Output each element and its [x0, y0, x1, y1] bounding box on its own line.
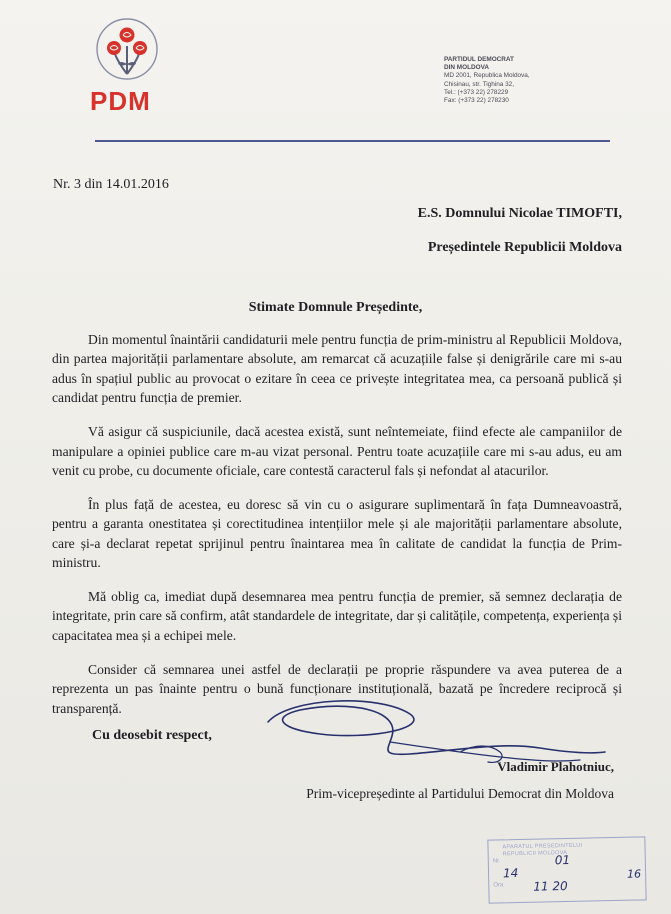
stamp-label-ora: Ora [493, 882, 504, 889]
party-name-line2: DIN MOLDOVA [444, 64, 489, 72]
pdm-logo [88, 16, 174, 116]
salutation: Stimate Domnule Președinte, [248, 300, 423, 315]
reference-number: Nr. 3 din 14.01.2016 [53, 177, 169, 192]
stamp-organization [502, 843, 582, 858]
party-fax: Fax: (+373 22) 278230 [444, 97, 509, 105]
logo-text: PDM [90, 86, 151, 116]
paragraph: În plus față de acestea, eu doresc să vin cu o asigurare suplimentară în fața Dumneavoastră, pentru a garanta onestitatea și corectitudinea intențiilor mele și ale majorității parlamentare absolute, care și-a declarat repetat sprijinul pentru înaintarea mea în calitate de candidat la funcția de Prim-ministru. [52, 496, 622, 571]
addressee-title: Președintele Republicii Moldova [427, 240, 622, 255]
paragraph: Consider că semnarea unei astfel de declarații pe proprie răspundere va avea puterea de a reprezenta un pas înainte pentru o bună funcționare instituțională, bazată pe încredere reciprocă și transparență. [52, 661, 622, 716]
letter-body [52, 330, 622, 732]
party-address-line1: MD 2001, Republica Moldova, [444, 72, 530, 80]
paragraph: Mă oblig ca, imediat după desemnarea mea pentru funcția de premier, să semnez declarația de integritate, prin care să confirm, atât standardele de integritate, dar și calitățile, competența, experiența și capacitatea mea și a echipei mele. [52, 588, 622, 643]
stamp-handwritten-time: 11 20 [533, 878, 568, 894]
paragraph: Din momentul înaintării candidaturii mele pentru funcția de prim-ministru al Republicii Moldova, din partea majorității parlamentare absolute, am remarcat că acuzațiile false și denigrările care mi s-au adus în spațiul public au provocat o ezitare în ceea ce privește integritatea mea, ca persoană publică și candidat pentru funcția de premier. [52, 332, 622, 406]
header-divider [95, 140, 610, 142]
party-contact-block [444, 56, 584, 105]
signer-name: Vladimir Plahotniuc, [497, 759, 614, 774]
addressee-name: E.S. Domnului Nicolae TIMOFTI, [417, 206, 622, 221]
stamp-handwritten-year: 16 [626, 867, 642, 881]
party-phone: Tel.: (+373 22) 278229 [444, 88, 509, 96]
party-name-line1: PARTIDUL DEMOCRAT [444, 56, 514, 63]
stamp-org-line1: APARATUL PREȘEDINTELUI [502, 842, 583, 851]
closing-phrase: Cu deosebit respect, [92, 728, 212, 743]
registration-stamp [487, 836, 646, 903]
signer-title: Prim-vicepreședinte al Partidului Democrat din Moldova [306, 786, 614, 801]
stamp-handwritten-day: 14 [502, 866, 519, 881]
stamp-org-line2: REPUBLICII MOLDOVA [502, 849, 568, 857]
rose-emblem-icon [94, 16, 160, 82]
stamp-label-nr: Nr. [492, 858, 501, 865]
stamp-handwritten-month: 01 [554, 852, 571, 868]
party-address-line2: Chisinau, str. Tighina 32, [444, 80, 514, 88]
paragraph: Vă asigur că suspiciunile, dacă acestea există, sunt neîntemeiate, fiind efecte ale campaniilor de manipulare a opiniei publice care m-au vizat personal. Pentru toate acuzațiile care mi s-au adus, eu am venit cu probe, cu documente oficiale, care contestă caracterul fals și nefondat al atacurilor. [52, 424, 622, 478]
